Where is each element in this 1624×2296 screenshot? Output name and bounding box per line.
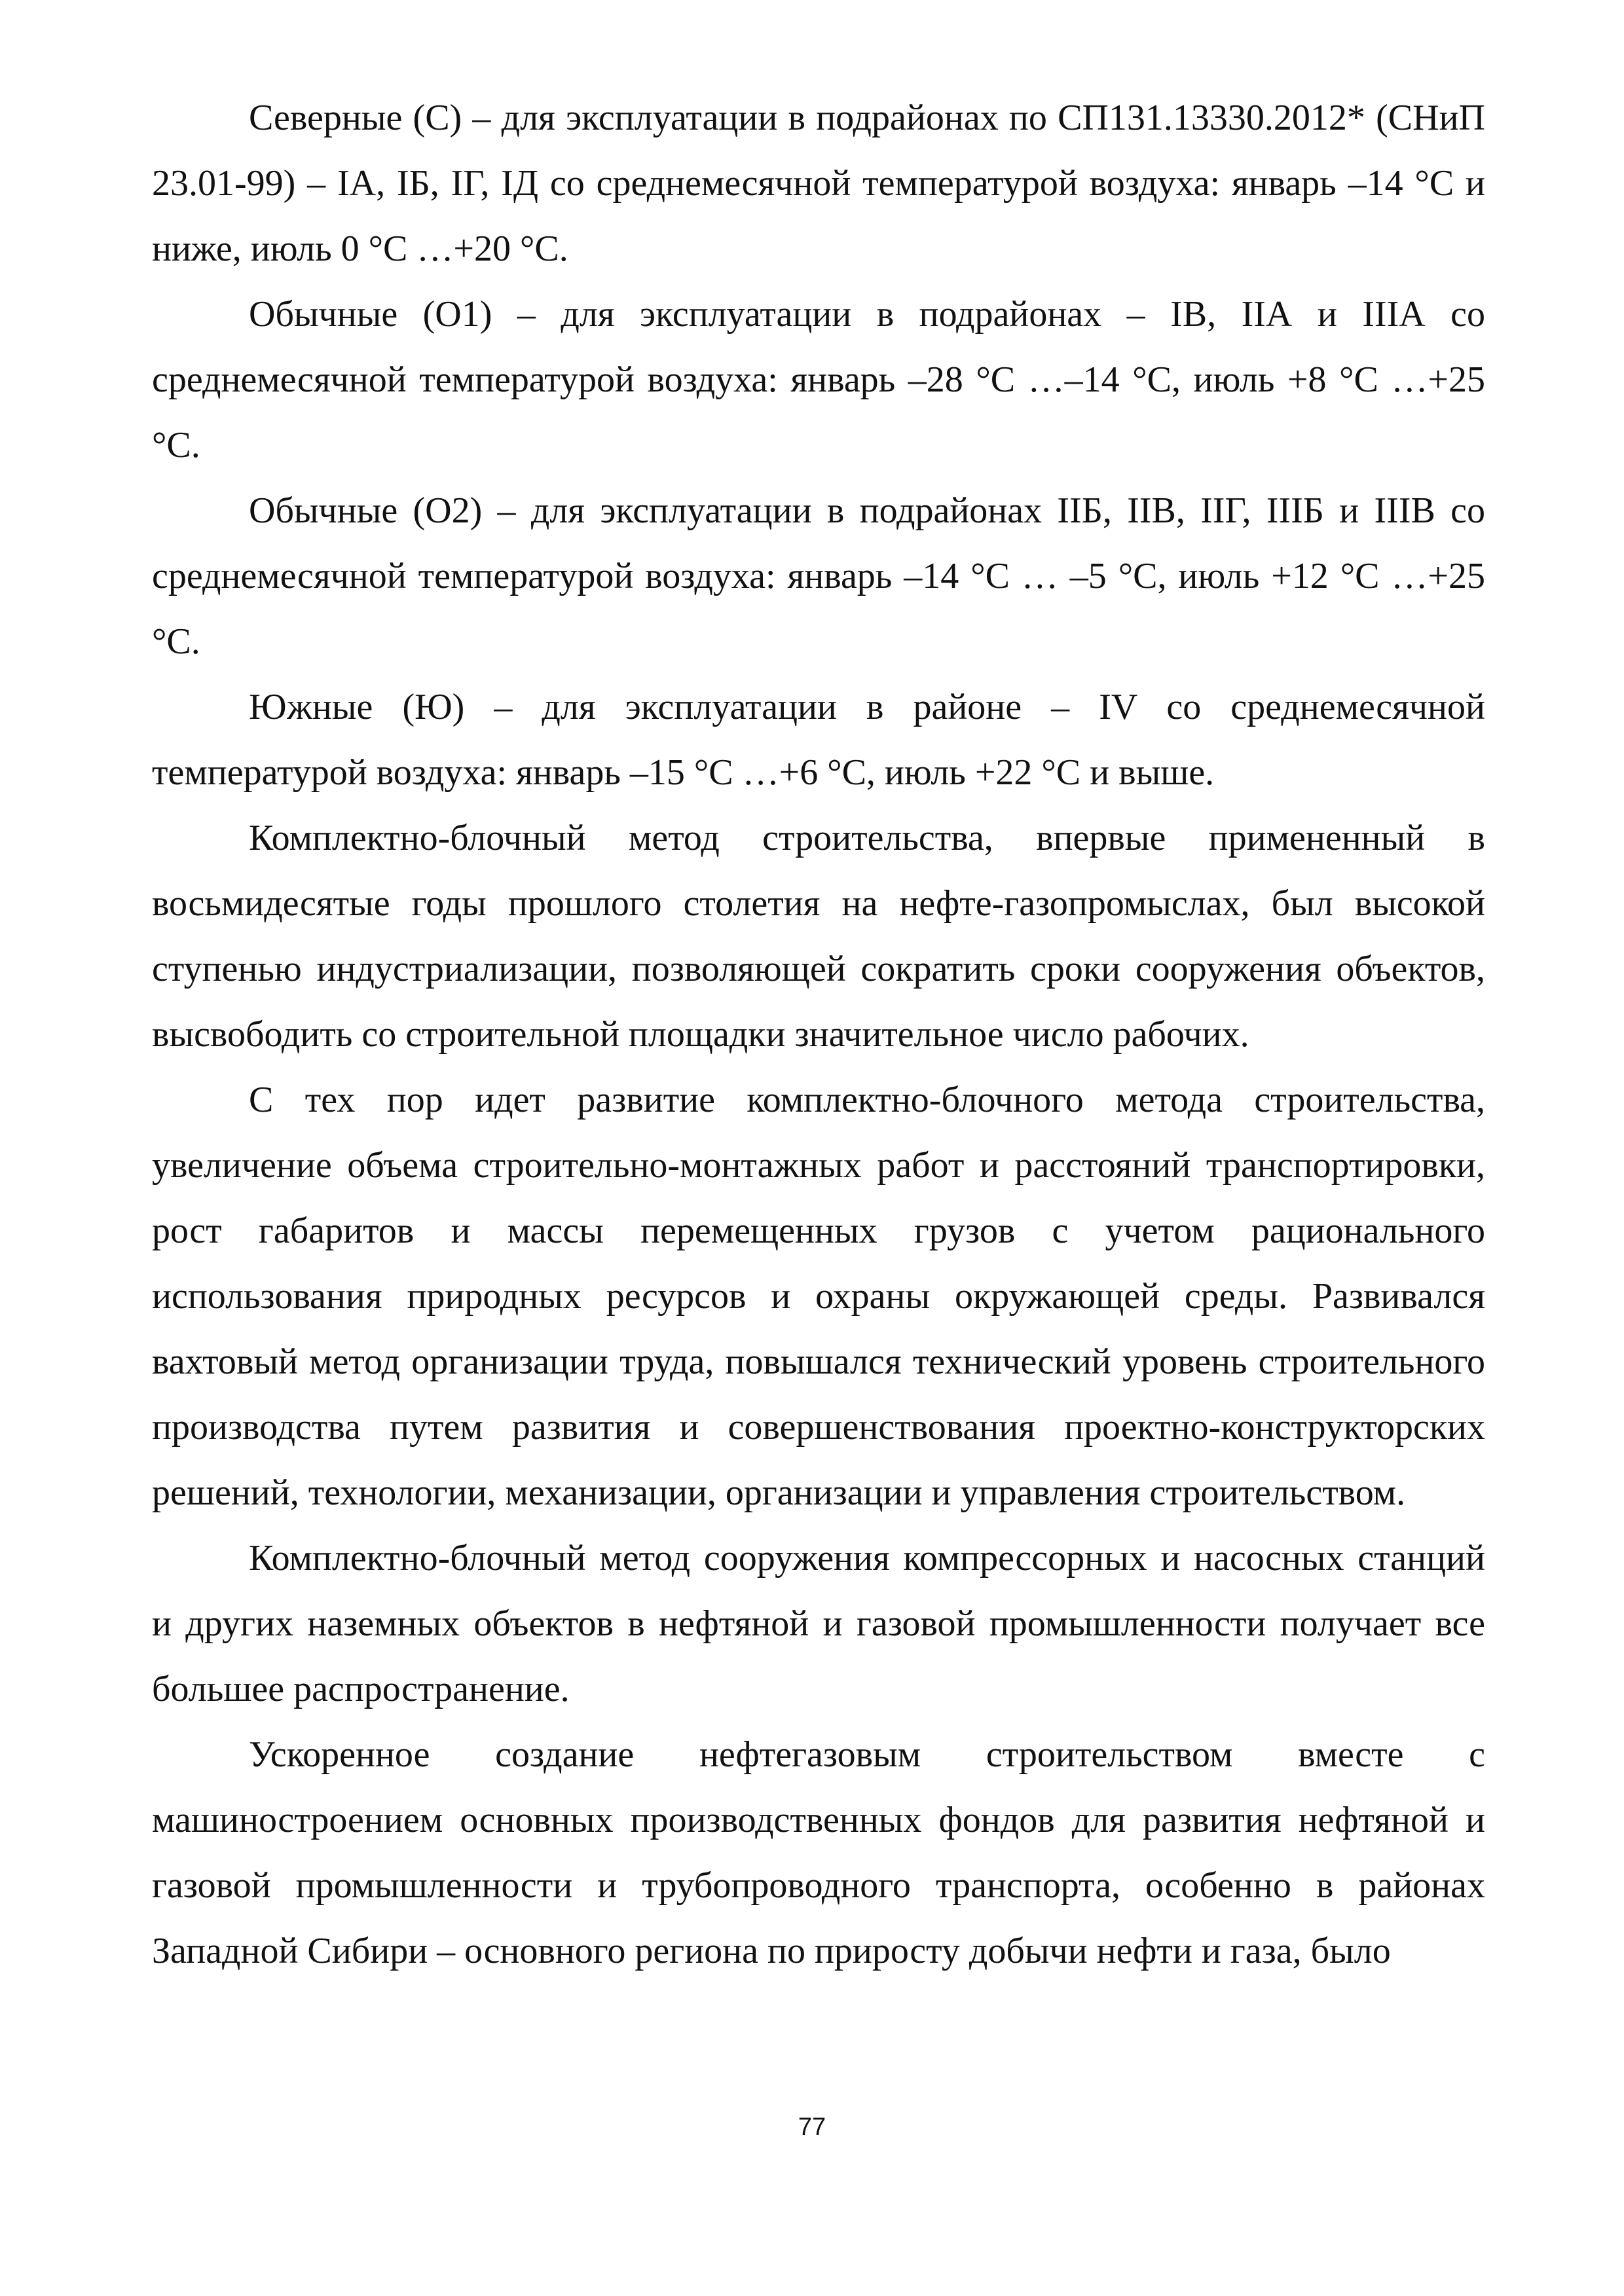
paragraph-ordinary-o2-climate: Обычные (О2) – для эксплуатации в подрайонах IIБ, IIВ, IIГ, IIIБ и IIIВ со среднемесячной температурой воздуха: январь –14 °С … –5 °С, июль +12 °С …+25 °С. [152, 490, 1485, 662]
paragraph-block-method-history: Комплектно-блочный метод строительства, впервые примененный в восьмидесятые годы прошлого столетия на нефте-газопромыслах, был высокой ступенью индустриализации, позволяющей сократить сроки сооружения объектов, высвободить со строительной площадки значительное число рабочих. [152, 818, 1485, 1055]
paragraph-block-method-spread: Комплектно-блочный метод сооружения компрессорных и насосных станций и других наземных объектов в нефтяной и газовой промышленности получает все большее распространение. [152, 1538, 1485, 1709]
page-number: 77 [798, 2113, 826, 2141]
paragraph-accelerated-creation: Ускоренное создание нефтегазовым строительством вместе с машиностроением основных производственных фондов для развития нефтяной и газовой промышленности и трубопроводного транспорта, особенно в районах Западной Сибири – основного региона по приросту добычи нефти и газа, было [152, 1734, 1485, 1971]
paragraph-southern-climate: Южные (Ю) – для эксплуатации в районе – IV со среднемесячной температурой воздуха: январь –15 °С …+6 °С, июль +22 °С и выше. [152, 687, 1485, 793]
paragraph-ordinary-o1-climate: Обычные (О1) – для эксплуатации в подрайонах – IВ, IIА и IIIА со среднемесячной температурой воздуха: январь –28 °С …–14 °С, июль +8 °С …+25 °С. [152, 294, 1485, 465]
paragraph-block-method-development: С тех пор идет развитие комплектно-блочного метода строительства, увеличение объема строительно-монтажных работ и расстояний транспортировки, рост габаритов и массы перемещенных грузов с учетом рационального использования природных ресурсов и охраны окружающей среды. Развивался вахтовый метод организации труда, повышался технический уровень строительного производства путем развития и совершенствования проектно-конструкторских решений, технологии, механизации, организации и управления строительством. [152, 1080, 1485, 1513]
document-body [152, 85, 1485, 1984]
paragraph-northern-climate: Северные (С) – для эксплуатации в подрайонах по СП131.13330.2012* (СНиП 23.01-99) – IА, IБ, IГ, IД со среднемесячной температурой воздуха: январь –14 °С и ниже, июль 0 °С …+20 °С. [152, 98, 1485, 269]
